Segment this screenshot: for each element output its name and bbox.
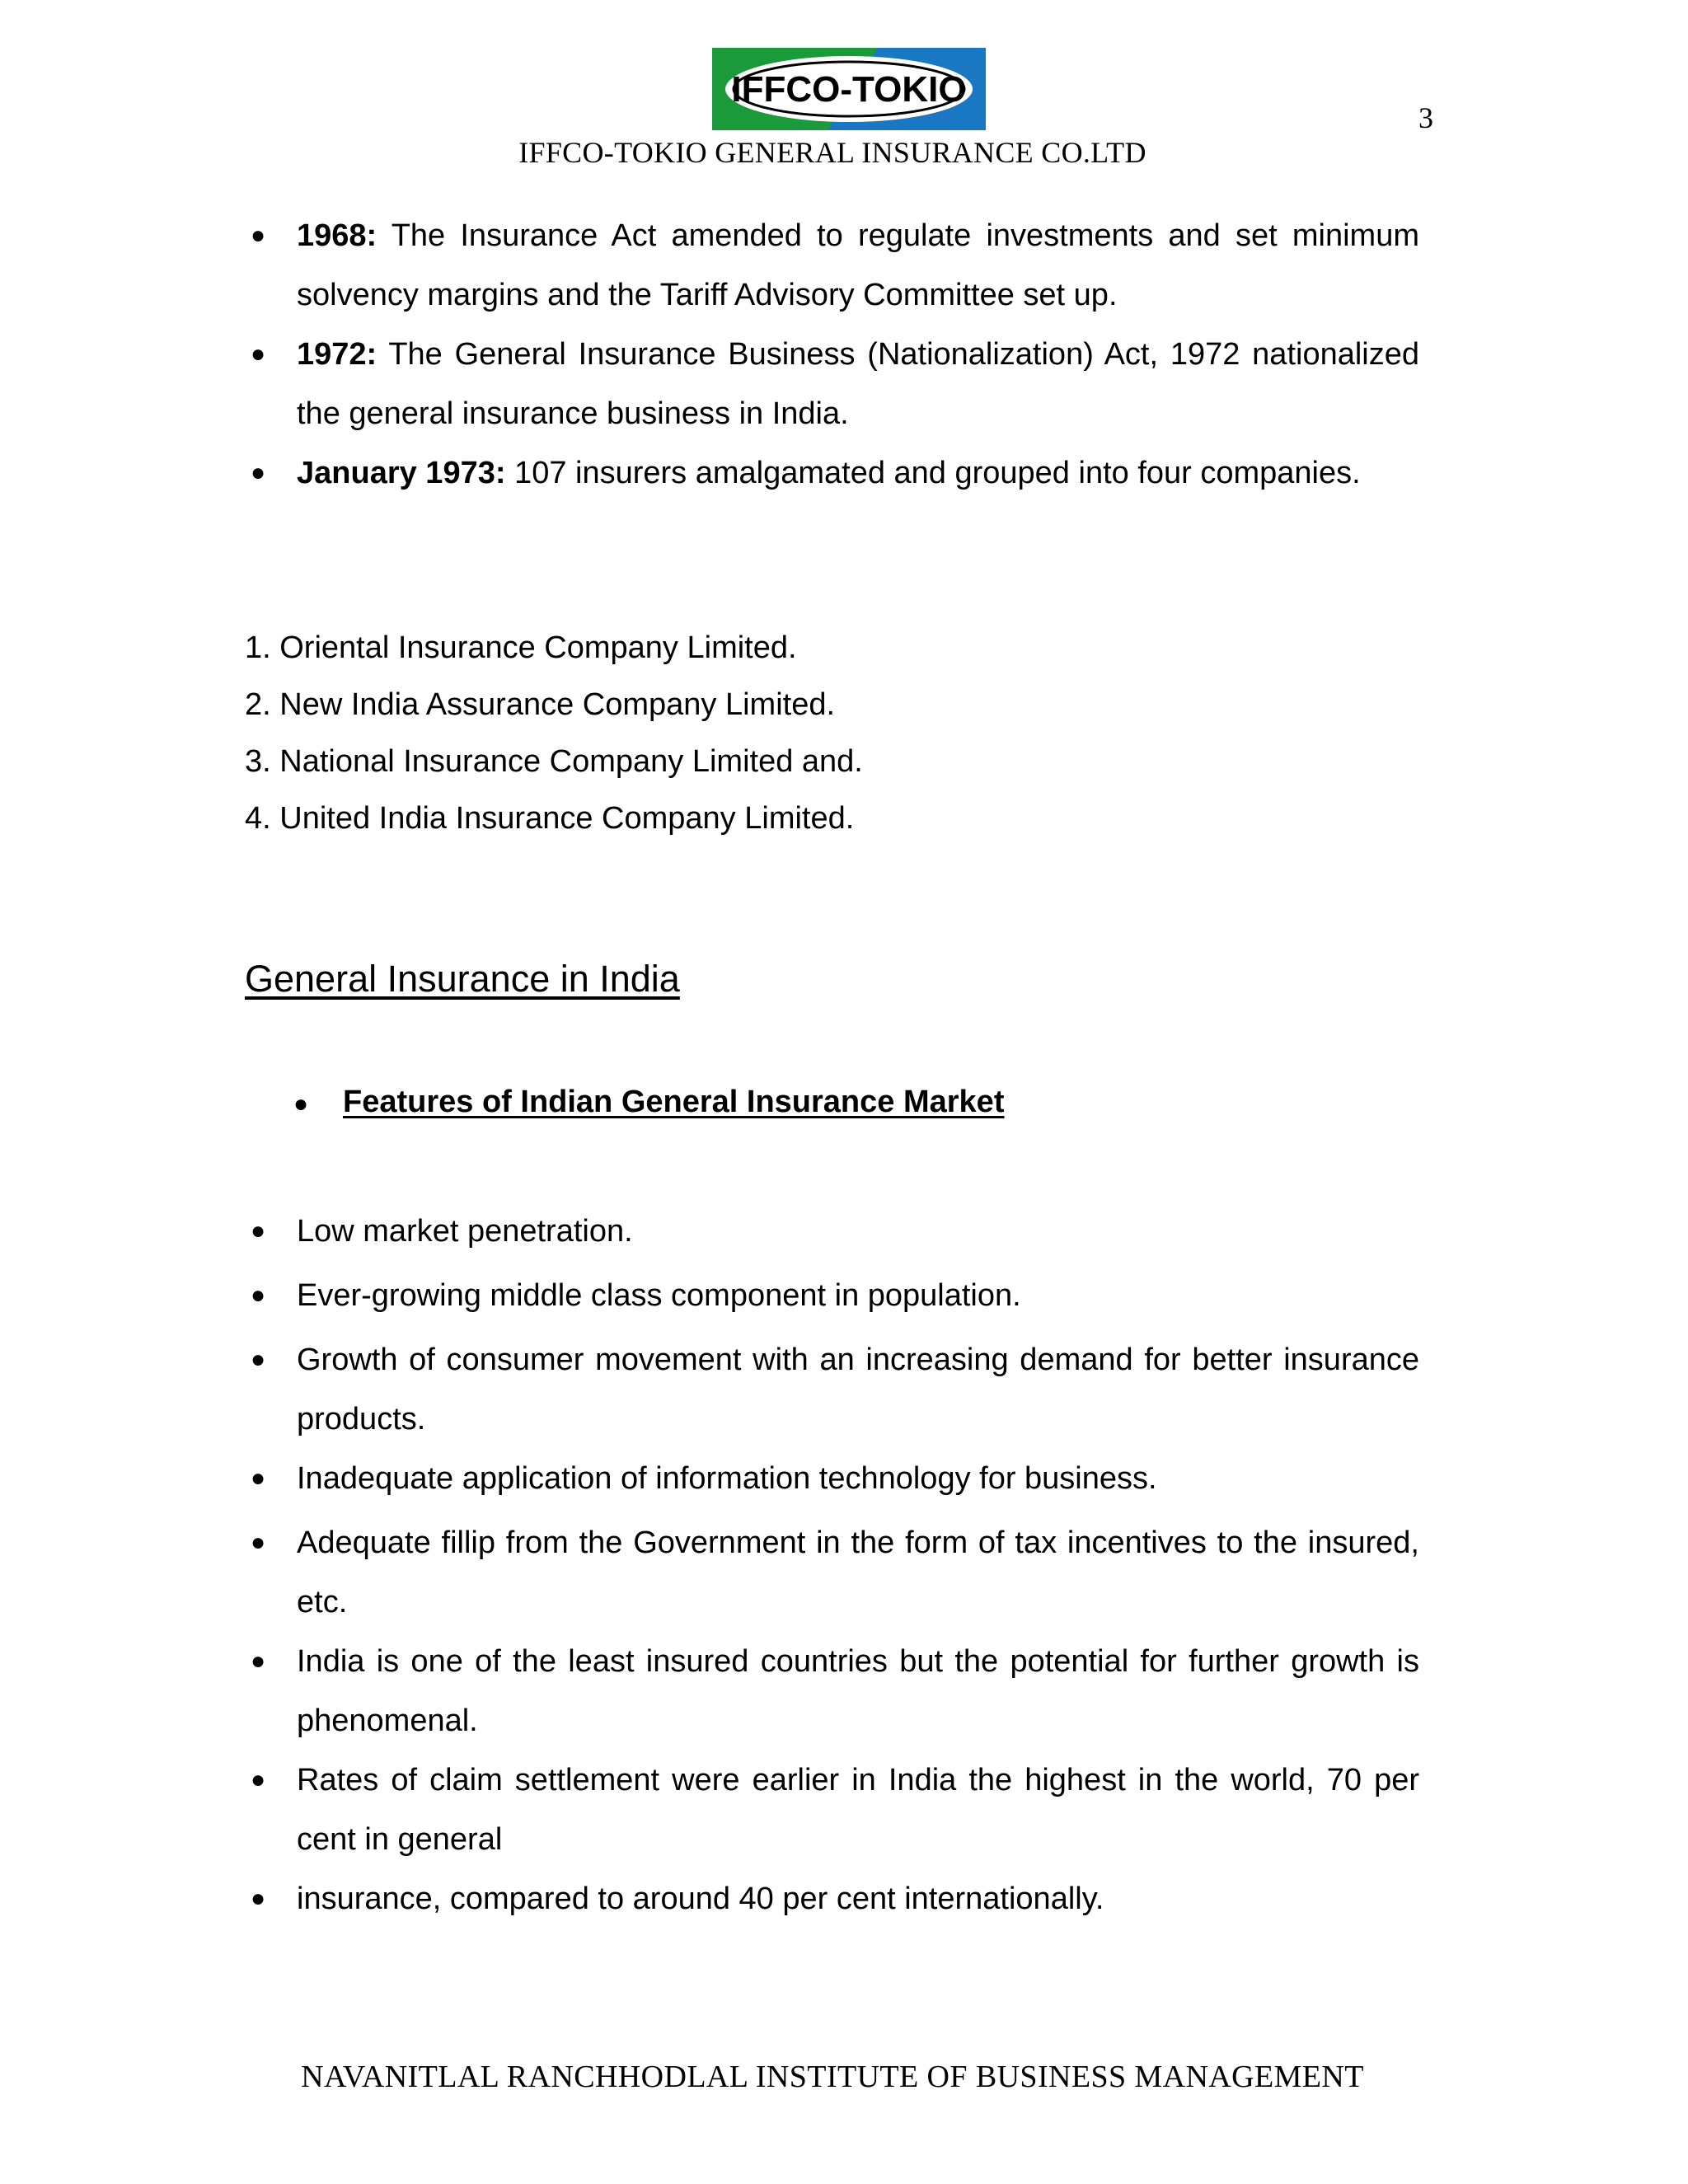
page-number: 3: [1418, 101, 1433, 134]
history-year: January 1973:: [297, 456, 506, 490]
company-item: 4. United India Insurance Company Limited.: [245, 801, 855, 836]
feature-text: India is one of the least insured countries but the potential for further growth is phenomenal.: [297, 1644, 1419, 1738]
history-list: [251, 206, 1419, 503]
bullet-icon: ●: [251, 1766, 266, 1793]
logo-text: IFFCO-TOKIO: [731, 69, 967, 110]
bullet-icon: ●: [251, 1346, 266, 1373]
company-item: 3. National Insurance Company Limited and.: [245, 744, 863, 779]
feature-item: [251, 1330, 1419, 1449]
history-item-1972: [251, 325, 1419, 443]
section-title: General Insurance in India: [245, 958, 680, 1000]
feature-item: [251, 1632, 1419, 1750]
history-text: The General Insurance Business (Nationalization) Act, 1972 nationalized the general insurance business in India.: [297, 337, 1419, 431]
feature-text: insurance, compared to around 40 per cent internationally.: [297, 1882, 1104, 1916]
company-item: 2. New India Assurance Company Limited.: [245, 687, 836, 722]
bullet-icon: ●: [251, 222, 266, 249]
history-text: The Insurance Act amended to regulate investments and set minimum solvency margins and the Tariff Advisory Committee set up.: [297, 218, 1419, 312]
footer-institute-name: NAVANITLAL RANCHHODLAL INSTITUTE OF BUSINESS MANAGEMENT: [301, 2060, 1364, 2094]
feature-text: Growth of consumer movement with an increasing demand for better insurance products.: [297, 1343, 1419, 1436]
iffco-tokio-logo: [712, 48, 986, 130]
bullet-icon: ●: [251, 1885, 266, 1912]
history-year: 1968:: [297, 218, 377, 253]
feature-item: [251, 1513, 1419, 1632]
bullet-icon: ●: [251, 459, 266, 486]
bullet-icon: ●: [251, 1465, 266, 1492]
company-name: IFFCO-TOKIO GENERAL INSURANCE CO.LTD: [518, 136, 1146, 169]
feature-text: Low market penetration.: [297, 1214, 633, 1249]
companies-list: [245, 620, 863, 847]
feature-text: Ever-growing middle class component in population.: [297, 1278, 1021, 1313]
history-year: 1972:: [297, 337, 377, 372]
features-list: [251, 1202, 1419, 1929]
company-item: 1. Oriental Insurance Company Limited.: [245, 630, 797, 665]
history-text: 107 insurers amalgamated and grouped into four companies.: [505, 456, 1361, 490]
feature-text: Adequate fillip from the Government in the form of tax incentives to the insured, etc.: [297, 1526, 1419, 1619]
feature-item: [251, 1202, 1419, 1261]
feature-text: Inadequate application of information technology for business.: [297, 1461, 1157, 1496]
history-item-1973: [251, 443, 1419, 503]
bullet-icon: ●: [251, 1282, 266, 1309]
feature-item: [251, 1750, 1419, 1869]
bullet-icon: ●: [251, 1217, 266, 1244]
feature-text: Rates of claim settlement were earlier in India the highest in the world, 70 per cent in general: [297, 1763, 1419, 1857]
history-item-1968: [251, 206, 1419, 325]
features-title: Features of Indian General Insurance Market: [343, 1085, 1005, 1119]
feature-item: [251, 1869, 1419, 1929]
bullet-icon: ●: [251, 340, 266, 368]
feature-item: [251, 1449, 1419, 1508]
feature-item: [251, 1266, 1419, 1325]
bullet-icon: ●: [293, 1090, 309, 1118]
bullet-icon: ●: [251, 1647, 266, 1675]
bullet-icon: ●: [251, 1529, 266, 1556]
